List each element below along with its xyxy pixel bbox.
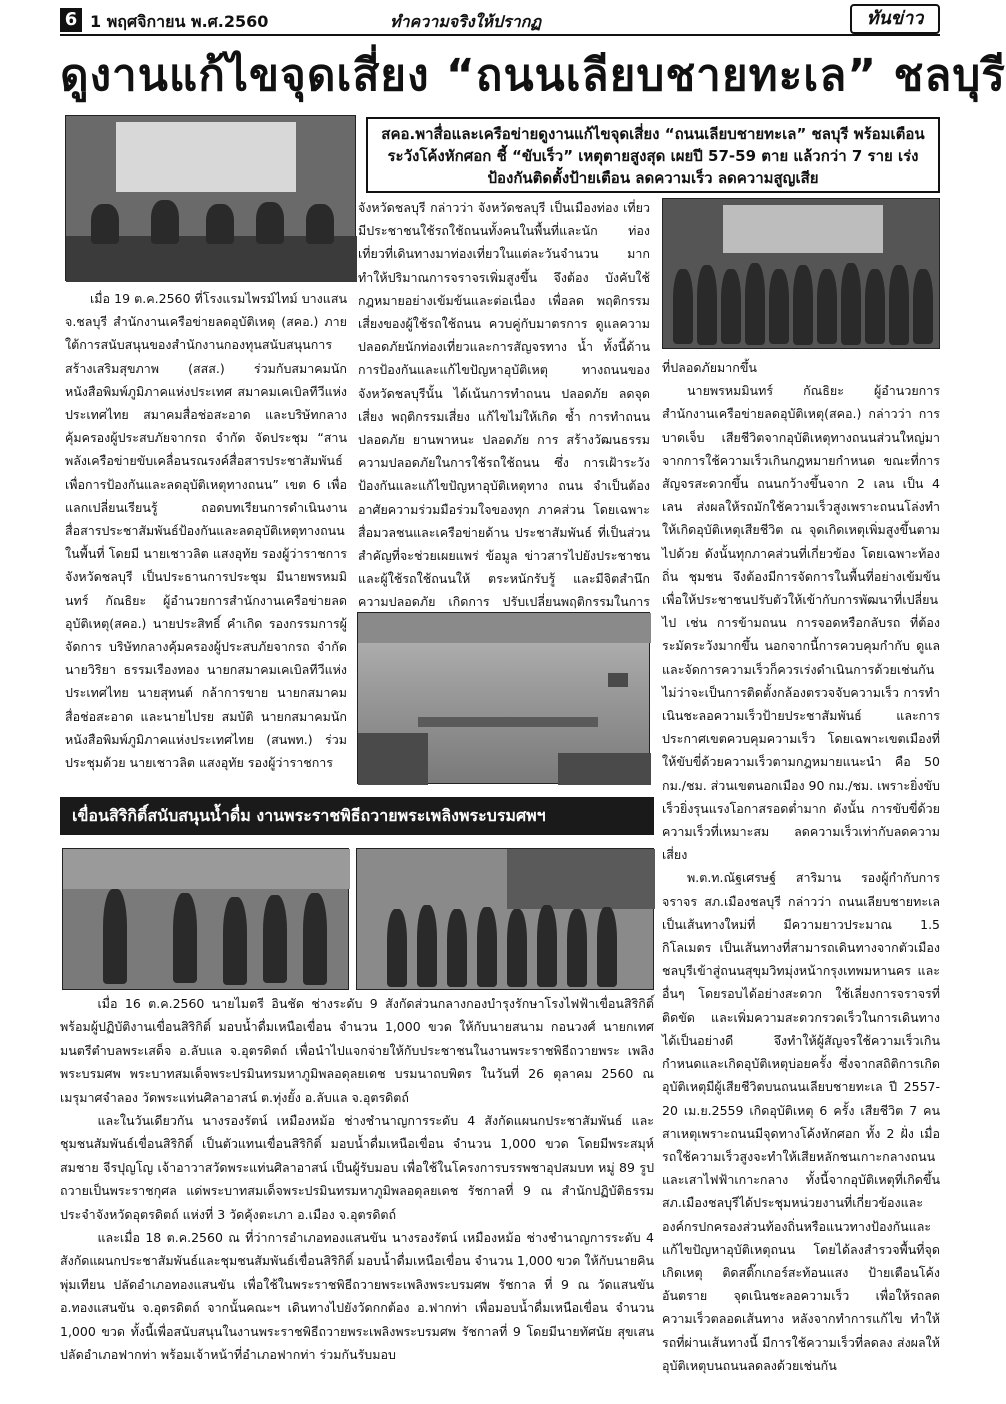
- article-paragraph: นายพรหมมินทร์ กัณธิยะ ผู้อำนวยการสำนักงานเครือข่ายลดอุบัติเหตุ(สคอ.) กล่าวว่า การบาดเจ็บ เสียชีวิตจากอุบัติเหตุทางถนนส่วนใหญ่มาจากการใช้ความเร็วเกินกฎหมายกำหนด ขณะที่การสัญจรสะดวกขึ้น ถนนกว้างขึ้นจาก 2 เลน เป็น 4 เลน ส่งผลให้รถมักใช้ความเร็วสูงเพราะถนนโล่งทำ ให้เกิดอุบัติเหตุเสียชีวิต ณ จุดเกิดเหตุเพิ่มสูงขึ้นตามไปด้วย ดังนั้นทุกภาคส่วนที่เกี่ยวข้อง โดยเฉพาะท้องถิ่น ชุมชน จึงต้องมีการจัดการในพื้นที่อย่างเข้มข้น เพื่อให้ประชาชนปรับตัวให้เข้ากับการพัฒนาที่เปลี่ยนไป เช่น การข้ามถนน การจอดหรือกลับรถ ที่ต้องระมัดระวังมากขึ้น นอกจากนี้การควบคุมกำกับ ดูแลและจัดการความเร็วก็ควรเร่งดำเนินการด้วยเช่นกัน ไม่ว่าจะเป็นการติดตั้งกล้องตรวจจับความเร็ว การทำเนินชะลอความเร็วป้ายประชาสัมพันธ์ และการประกาศเขตควบคุมความเร็ว โดยเฉพาะเขตเมืองที่ให้ขับขี่ด้วยความเร็วตามกฎหมายแนะนำ คือ 50 กม./ชม. ส่วนเขตนอกเมือง 90 กม./ชม. เพราะยิ่งขับเร็วยิ่งรุนแรงโอกาสรอดต่ำมาก ดังนั้น การขับขี่ด้วยความเร็วที่เหมาะสม ลดความเร็วเท่ากับลดความเสี่ยง: [662, 383, 940, 863]
- group-photo: [662, 198, 940, 349]
- article-paragraph: เมื่อ 16 ต.ค.2560 นายไมตรี อินชัด ช่างระดับ 9 สังกัดส่วนกลางกองบำรุงรักษาโรงไฟฟ้าเขื่อนสิริกิติ์ พร้อมผู้ปฏิบัติงานเขื่อนสิริกิติ์ มอบน้ำดื่มเหนือเขื่อน จำนวน 1,000 ขวด ให้กับนายสนาม กอนวงศ์ นายกเทศ มนตรีตำบลพระเสด็จ อ.ลับแล จ.อุตรดิตถ์ เพื่อนำไปแจกจ่ายให้กับประชาชนในงานพระราชพิธีถวายพระ เพลิงพระบรมศพ พระบาทสมเด็จพระปรมินทรมหาภูมิพลอดุลยเดช บรมนาถบพิตร ในวันที่ 26 ตุลาคม 2560 ณ เมรุมาศจำลอง วัดพระแท่นศิลาอาสน์ ต.ทุ่งยั้ง อ.ลับแล จ.อุตรดิตถ์: [60, 996, 654, 1105]
- header-slogan: ทำความจริงให้ปรากฏ: [390, 12, 542, 31]
- article-column-1: [65, 287, 347, 782]
- page-header: [60, 8, 940, 36]
- meeting-photo: [65, 115, 356, 281]
- article-column-3: [662, 356, 940, 1396]
- second-story-body: [60, 992, 654, 1396]
- article-paragraph: และในวันเดียวกัน นางรองรัตน์ เหมืองหม้อ ช่างชำนาญการระดับ 4 สังกัดแผนกประชาสัมพันธ์ และชุมชนสัมพันธ์เขื่อนสิริกิติ์ เป็นตัวแทนเขื่อนสิริกิติ์ มอบน้ำดื่มเหนือเขื่อน จำนวน 1,000 ขวด โดยมีพระสมุห์สมชาย จีรปุญโญ เจ้าอาวาสวัดพระแท่นศิลาอาสน์ เป็นผู้รับมอบ เพื่อใช้ในโครงการบรรพชาอุปสมบท หมู่ 89 รูป ถวายเป็นพระราชกุศล แด่พระบาทสมเด็จพระปรมินทรมหาภูมิพลอดุลยเดช รัชกาลที่ 9 ณ สำนักปฏิบัติธรรมประจำจังหวัดอุตรดิตถ์ แห่งที่ 3 วัดคุ้งตะเภา อ.เมือง จ.อุตรดิตถ์: [60, 1113, 654, 1222]
- issue-date: 1 พฤศจิกายน พ.ศ.2560: [90, 12, 269, 31]
- main-headline: ดูงานแก้ไขจุดเสี่ยง “ถนนเลียบชายทะเล” ชลบุรี: [60, 50, 1006, 101]
- article-deck: สคอ.พาสื่อและเครือข่ายดูงานแก้ไขจุดเสี่ยง “ถนนเลียบชายทะเล” ชลบุรี พร้อมเตือนระวังโค้งหักศอก ชี้ “ขับเร็ว” เหตุตายสูงสุด เผยปี 57-59 ตาย แล้วกว่า 7 ราย เร่งป้องกันติดตั้งป้ายเตือน ลดความเร็ว ลดความสูญเสีย: [366, 117, 940, 193]
- page-number: 6: [60, 8, 82, 32]
- second-story-title: เขื่อนสิริกิติ์สนับสนุนน้ำดื่ม งานพระราชพิธีถวายพระเพลิงพระบรมศพฯ: [60, 797, 654, 835]
- newspaper-logo: ทันข่าว: [850, 4, 940, 34]
- water-donation-photo-1: [62, 848, 349, 990]
- article-paragraph: ที่ปลอดภัยมากขึ้น: [662, 360, 757, 375]
- article-paragraph: เมื่อ 19 ต.ค.2560 ที่โรงแรมไพรม์ไทม์ บางแสน จ.ชลบุรี สำนักงานเครือข่ายลดอุบัติเหตุ (สคอ.) ภายใต้การสนับสนุนของสำนักงานกองทุนสนับสนุนการสร้างเสริมสุขภาพ (สสส.) ร่วมกับสมาคมนักหนังสือพิมพ์ภูมิภาคแห่งประเทศ สมาคมเคเบิลทีวีแห่งประเทศไทย สมาคมสื่อช่อสะอาด และบริษัทกลางคุ้มครองผู้ประสบภัยจากรถ จำกัด จัดประชุม “สานพลังเครือข่ายขับเคลื่อนรณรงค์สื่อสารประชาสัมพันธ์ เพื่อการป้องกันและลดอุบัติเหตุทางถนน” เขต 6 เพื่อแลกเปลี่ยนเรียนรู้ ถอดบทเรียนการดำเนินงาน สื่อสารประชาสัมพันธ์ป้องกันและลดอุบัติเหตุทางถนนในพื้นที่ โดยมี นายเชาวลิต แสงอุทัย รองผู้ว่าราชการจังหวัดชลบุรี เป็นประธานการประชุม มีนายพรหมมินทร์ กัณธิยะ ผู้อำนวยการสำนักงานเครือข่ายลดอุบัติเหตุ(สคอ.) นายประสิทธิ์ คำเกิด รองกรรมการผู้จัดการ บริษัทกลางคุ้มครองผู้ประสบภัยจากรถ จำกัด นายวิริยา ธรรมเรืองทอง นายกสมาคมเคเบิลทีวีแห่งประเทศไทย นายสุทนต์ กล้าการขาย นายกสมาคมสื่อช่อสะอาด และนายไปรย สมบัติ นายกสมาคมนักหนังสือพิมพ์ภูมิภาคแห่งประเทศไทย (สนพท.) ร่วมประชุมด้วย นายเชาวลิต แสงอุทัย รองผู้ว่าราชการ: [65, 291, 347, 771]
- article-paragraph: และเมื่อ 18 ต.ค.2560 ณ ที่ว่าการอำเภอทองแสนขัน นางรองรัตน์ เหมืองหม้อ ช่างชำนาญการระดับ 4 สังกัดแผนกประชาสัมพันธ์และชุมชนสัมพันธ์เขื่อนสิริกิติ์ มอบน้ำดื่มเหนือเขื่อน จำนวน 1,000 ขวด ให้กับนายคิน พุ่มเทียน ปลัดอำเภอทองแสนขัน เพื่อใช้ในพระราชพิธีถวายพระเพลิงพระบรมศพ รัชกาล ที่ 9 ณ วัดแสนขัน อ.ทองแสนขัน จ.อุตรดิตถ์ จากนั้นคณะฯ เดินทางไปยังวัดกกต้อง อ.ฟากท่า เพื่อมอบน้ำดื่มเหนือเขื่อน จำนวน 1,000 ขวด ทั้งนี้เพื่อสนับสนุนในงานพระราชพิธีถวายพระเพลิงพระบรมศพ รัชกาลที่ 9 โดยมีนายทัศนัย สุขเสน ปลัดอำเภอฟากท่า พร้อมเจ้าหน้าที่อำเภอฟากท่า ร่วมกันรับมอบ: [60, 1230, 654, 1363]
- article-paragraph: พ.ต.ท.ณัฐเศรษฐ์ สาริมาน รองผู้กำกับการจราจร สภ.เมืองชลบุรี กล่าวว่า ถนนเลียบชายทะเล เป็นเส้นทางใหม่ที่ มีความยาวประมาณ 1.5 กิโลเมตร เป็นเส้นทางที่สามารถเดินทางจากตัวเมืองชลบุรีเข้าสู่ถนนสุขุมวิทมุ่งหน้ากรุงเทพมหานคร และอื่นๆ โดยรอบได้อย่างสะดวก ใช้เลี่ยงการจราจรที่ติดขัด และเพิ่มความสะดวกรวดเร็วในการเดินทางได้เป็นอย่างดี จึงทำให้ผู้สัญจรใช้ความเร็วเกินกำหนดและเกิดอุบัติเหตุบ่อยครั้ง ซึ่งจากสถิติการเกิดอุบัติเหตุมีผู้เสียชีวิตบนถนนเลียบชายทะเล ปี 2557-20 เม.ย.2559 เกิดอุบัติเหตุ 6 ครั้ง เสียชีวิต 7 คน สาเหตุเพราะถนนมีจุดทางโค้งหักศอก ทั้ง 2 ฝั่ง เมื่อรถใช้ความเร็วสูงจะทำให้เสียหลักชนเกาะกลางถนนและเสาไฟฟ้าเกาะกลาง ทั้งนี้จากอุบัติเหตุที่เกิดขึ้น สภ.เมืองชลบุรีได้ประชุมหน่วยงานที่เกี่ยวข้องและองค์กรปกครองส่วนท้องถิ่นหรือแนวทางป้องกันและแก้ไขปัญหาอุบัติเหตุถนน โดยได้ลงสำรวจพื้นที่จุดเกิดเหตุ ติดสติ๊กเกอร์สะท้อนแสง ป้ายเตือนโค้งอันตราย จุดเนินชะลอความเร็ว เพื่อให้รถลดความเร็วตลอดเส้นทาง หลังจากทำการแก้ไข ทำให้รถที่ผ่านเส้นทางนี้ มีการใช้ความเร็วที่ลดลง ส่งผลให้อุบัติเหตุบนถนนลดลงด้วยเช่นกัน: [662, 870, 940, 1373]
- coastal-road-photo: [357, 612, 650, 784]
- water-donation-photo-2: [356, 848, 654, 990]
- article-column-2: [358, 196, 650, 608]
- article-paragraph: จังหวัดชลบุรี กล่าวว่า จังหวัดชลบุรี เป็นเมืองท่อง เที่ยว มีประชาชนใช้รถใช้ถนนทั้งคนในพื้นที่และนัก ท่องเที่ยวที่เดินทางมาท่องเที่ยวในแต่ละวันจำนวน มาก ทำให้ปริมาณการจราจรเพิ่มสูงขึ้น จึงต้อง บังคับใช้กฎหมายอย่างเข้มข้นและต่อเนื่อง เพื่อลด พฤติกรรมเสี่ยงของผู้ใช้รถใช้ถนน ควบคู่กับมาตรการ ดูแลความปลอดภัยนักท่องเที่ยวและการสัญจรทาง น้ำ ทั้งนี้ด้านการป้องกันและแก้ไขปัญหาอุบัติเหตุ ทางถนนของจังหวัดชลบุรีนั้น ได้เน้นการทำถนน ปลอดภัย ลดจุดเสี่ยง พฤติกรรมเสี่ยง แก้ไขไม่ให้เกิด ซ้ำ การทำถนนปลอดภัย ยานพาหนะ ปลอดภัย การ สร้างวัฒนธรรมความปลอดภัยในการใช้รถใช้ถนน ซึ่ง การเฝ้าระวังป้องกันและแก้ไขปัญหาอุบัติเหตุทาง ถนน จำเป็นต้องอาศัยความร่วมมือร่วมใจของทุก ภาคส่วน โดยเฉพาะสื่อมวลชนและเครือข่ายด้าน ประชาสัมพันธ์ ที่เป็นส่วนสำคัญที่จะช่วยเผยแพร่ ข้อมูล ข่าวสารไปยังประชาชนและผู้ใช้รถใช้ถนนให้ ตระหนักรับรู้ และมีจิตสำนึกความปลอดภัย เกิดการ ปรับเปลี่ยนพฤติกรรมในการ: [358, 200, 650, 610]
